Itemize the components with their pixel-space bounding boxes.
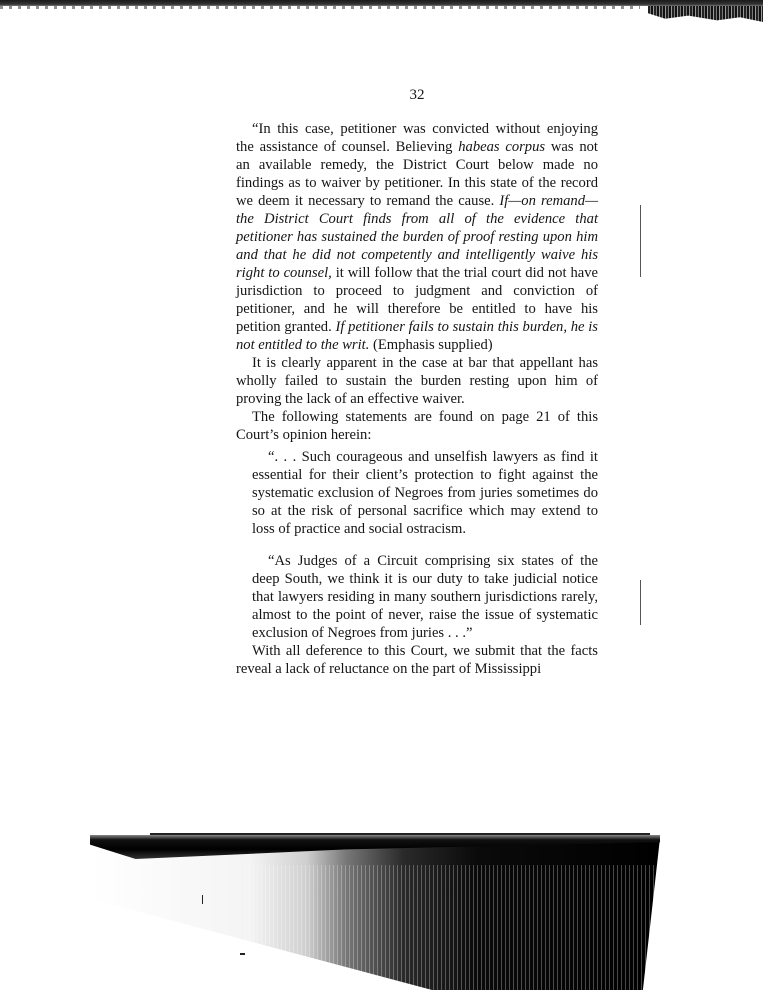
quote-italic-burden: If petitioner fails to sustain this burden, he is not entitled to the writ. [236,319,598,353]
scan-top-corner-shadow [648,6,763,22]
quote-text-1: “In this case, petitioner was convicted without enjoying the assistance of counsel. Believing [236,121,598,155]
paragraph-deference: With all deference to this Court, we submit that the facts reveal a lack of reluctance on the part of Mississippi [236,643,598,677]
scan-bottom-shadow [0,825,763,990]
margin-mark-right-upper [640,205,641,277]
scan-bottom-rule [150,833,650,835]
quote-text-4: (Emphasis supplied) [369,337,493,353]
opinion-quote [252,448,598,642]
margin-mark-right-lower [640,580,641,625]
scan-top-perforation [0,6,640,9]
block-quote-habeas [236,120,598,354]
scan-speck [240,953,245,955]
scan-top-edge [0,0,763,14]
scan-speck [202,895,203,904]
quote-text-3: it will follow that the trial court did not have jurisdiction to proceed to judgment and conviction of petitioner, and he will therefore be entitled to have his petition granted. [236,265,598,335]
quote-italic-remand: If—on remand—the District Court finds from all of the evidence that petitioner has sustained the burden of proof resting upon him and that he did not competently and intelligently waive his right to counsel, [236,193,598,281]
opinion-quote-lawyers: “. . . Such courageous and unselfish lawyers as find it essential for their client’s protection to fight against the systematic exclusion of Negroes from juries sometimes do so at the risk of personal sacrifice which may extend to loss of practice and social ostracism. [252,449,598,537]
scan-shadow-streaks [245,865,655,990]
paragraph-waiver: It is clearly apparent in the case at bar that appellant has wholly failed to sustain the burden resting upon him of proving the lack of an effective waiver. [236,355,598,407]
quote-text-2: was not an available remedy, the District Court below made no findings as to waiver by petitioner. In this state of the record we deem it necessary to remand the cause. [236,139,598,209]
quote-italic-habeas: habeas corpus [458,139,546,155]
page-number: 32 [409,87,425,103]
paragraph-statements: The following statements are found on page 21 of this Court’s opinion herein: [236,409,598,443]
opinion-quote-judges: “As Judges of a Circuit comprising six states of the deep South, we think it is our duty to take judicial notice that lawyers residing in many southern jurisdictions rarely, almost to the point of never, raise the issue of systematic exclusion of Negroes from juries . . .” [252,553,598,641]
page-body [236,120,598,678]
